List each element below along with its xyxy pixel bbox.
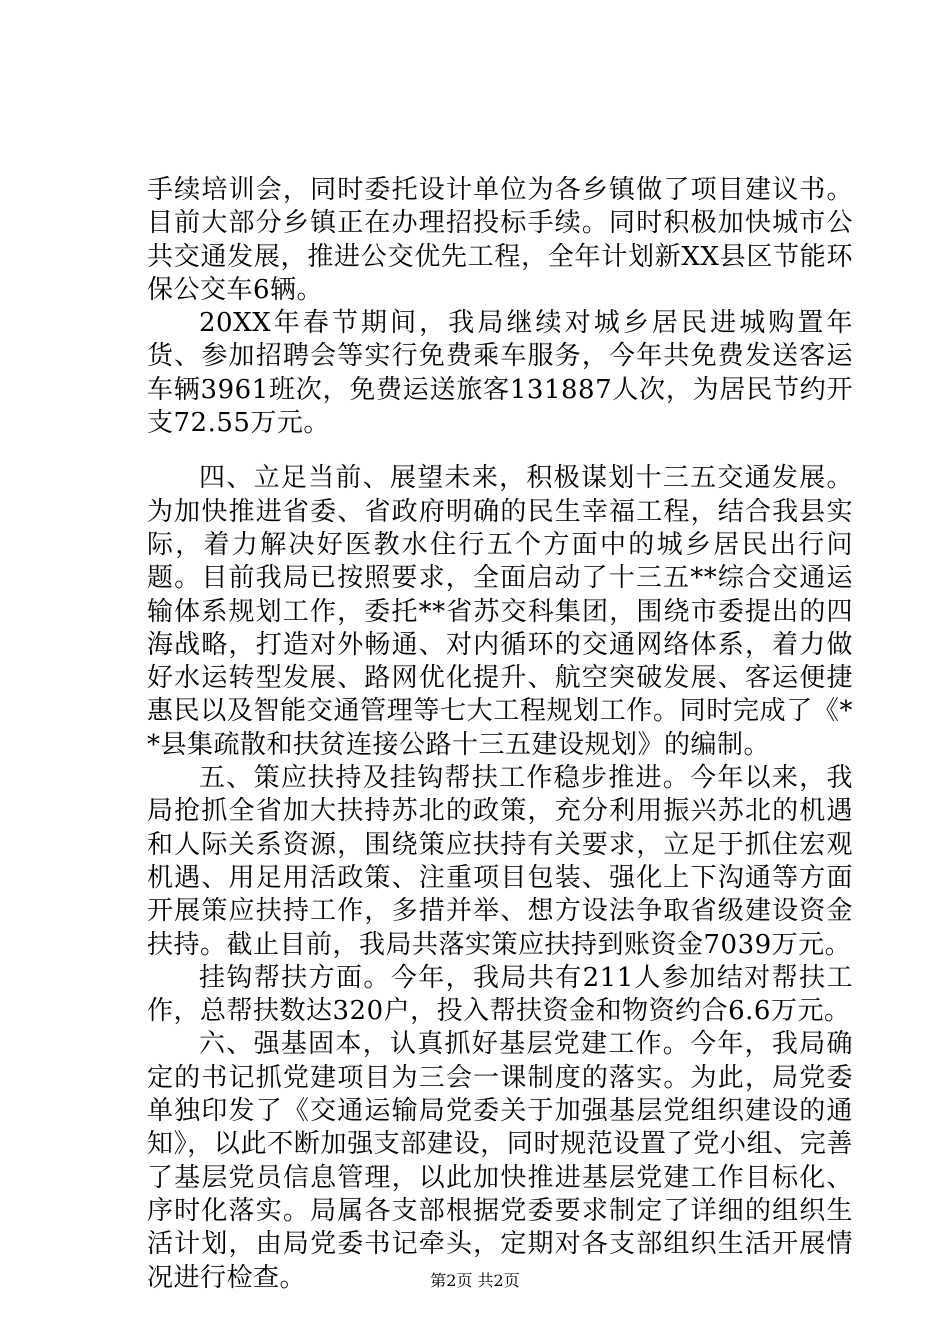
paragraph-section-four: 四、立足当前、展望未来，积极谋划十三五交通发展。为加快推进省委、省政府明确的民生幸福工程，结合我县实际，着力解决好医教水住行五个方面中的城乡居民出行问题。目前我局已按照要求，全面启动了十三五**综合交通运输体系规划工作，委托**省苏交科集团，围绕市委提出的四海战略，打造对外畅通、对内循环的交通网络体系，着力做好水运转型发展、路网优化提升、航空突破发展、客运便捷惠民以及智能交通管理等七大工程规划工作。同时完成了《**县集疏散和扶贫连接公路十三五建设规划》的编制。 [147,463,853,760]
paragraph-continuation: 手续培训会，同时委托设计单位为各乡镇做了项目建议书。目前大部分乡镇正在办理招投标手续。同时积极加快城市公共交通发展，推进公交优先工程，全年计划新XX县区节能环保公交车6辆。 [147,175,853,305]
paragraph-section-five: 五、策应扶持及挂钩帮扶工作稳步推进。今年以来，我局抢抓全省加大扶持苏北的政策，充分利用振兴苏北的机遇和人际关系资源，围绕策应扶持有关要求，立足于抓住宏观机遇、用足用活政策、注重项目包装、强化上下沟通等方面开展策应扶持工作，多措并举、想方设法争取省级建设资金扶持。截止目前，我局共落实策应扶持到账资金7039万元。 [147,763,853,960]
paragraph-section-six: 六、强基固本，认真抓好基层党建工作。今年，我局确定的书记抓党建项目为三会一课制度的落实。为此，局党委单独印发了《交通运输局党委关于加强基层党组织建设的通知》，以此不断加强支部建设，同时规范设置了党小组、完善了基层党员信息管理，以此加快推进基层党建工作目标化、序时化落实。局属各支部根据党委要求制定了详细的组织生活计划，由局党委书记牵头，定期对各支部组织生活开展情况进行检查。 [147,1029,853,1293]
paragraph-assistance: 挂钩帮扶方面。今年，我局共有211人参加结对帮扶工作，总帮扶数达320户，投入帮扶资金和物资约合6.6万元。 [147,962,853,1027]
paragraph-spring-festival: 20XX年春节期间，我局继续对城乡居民进城购置年货、参加招聘会等实行免费乘车服务，今年共免费发送客运车辆3961班次，免费运送旅客131887人次，为居民节约开支72.55万元。 [147,308,853,439]
document-body [147,174,853,1295]
page-footer: 第2页 共2页 [430,1271,520,1290]
